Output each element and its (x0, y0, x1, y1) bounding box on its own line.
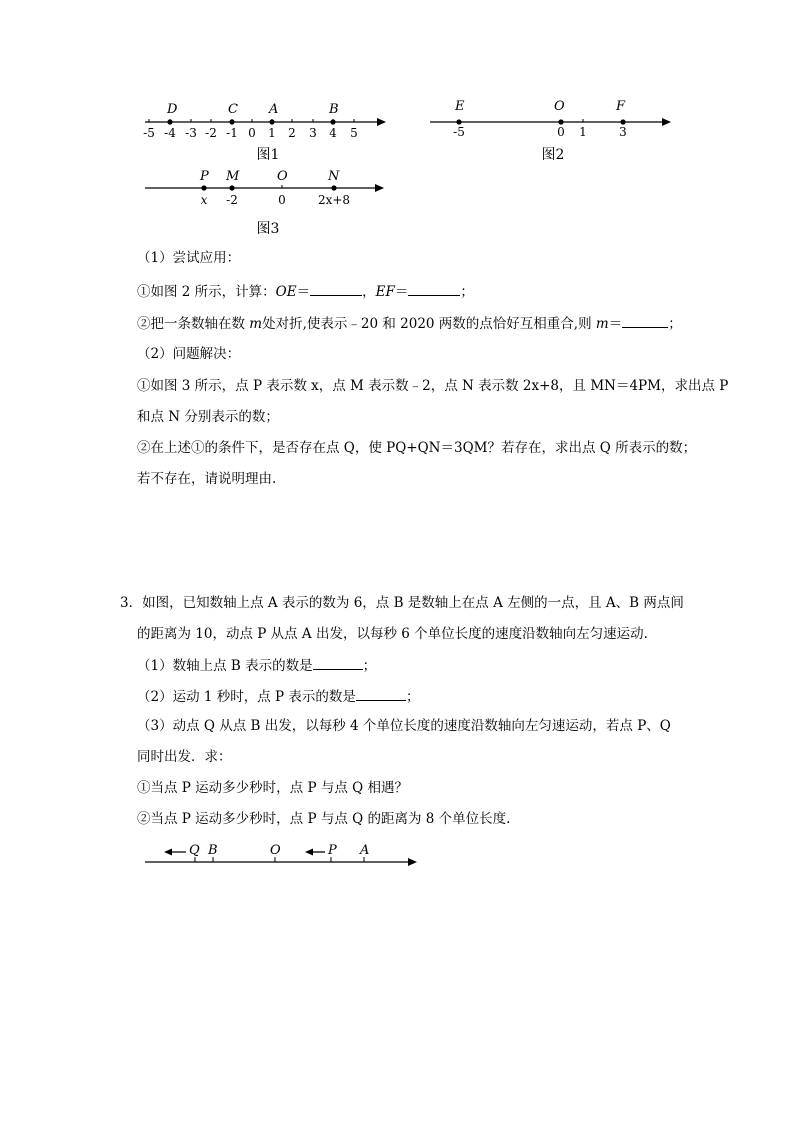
figure-caption: 图1 (256, 147, 280, 163)
part1-item1 (137, 281, 474, 302)
svg-text:-4: -4 (164, 126, 176, 140)
part1-item2 (137, 313, 682, 334)
svg-text:0: 0 (248, 126, 256, 140)
svg-text:1: 1 (579, 125, 587, 139)
svg-text:-2: -2 (205, 126, 217, 140)
tick-labels (201, 193, 350, 207)
answer-blank-ef[interactable] (408, 281, 460, 296)
svg-text:3: 3 (309, 126, 317, 140)
axis-arrow-icon (662, 118, 671, 126)
svg-text:x: x (200, 193, 208, 207)
svg-text:-3: -3 (185, 126, 197, 140)
left-arrow-icon (305, 849, 325, 856)
q3-number-line-figure (140, 835, 425, 880)
q3-sub3-line1: （3）动点 Q 从点 B 出发，以每秒 4 个单位长度的速度沿数轴向左匀速运动，若点 P、Q (137, 718, 671, 734)
left-arrow-icon (164, 849, 186, 856)
point-label-f: F (616, 99, 626, 114)
svg-text:2x+8: 2x+8 (317, 193, 351, 207)
semicolon: ； (668, 316, 682, 332)
svg-text:-5: -5 (143, 126, 155, 140)
svg-text:-2: -2 (226, 193, 238, 207)
point-label-c: C (228, 102, 238, 117)
m-variable: m (249, 316, 263, 332)
oe-label: OE (275, 284, 297, 300)
part1-item2-text-b: 处对折,使表示﹣20 和 2020 两数的点恰好互相重合,则 (262, 316, 596, 332)
part2-item2-line2: 若不存在，请说明理由. (137, 471, 277, 487)
svg-text:1: 1 (268, 126, 276, 140)
equals-sign: ＝ (394, 284, 409, 300)
q3-ask2: ②当点 P 运动多少秒时，点 P 与点 Q 的距离为 8 个单位长度. (137, 811, 511, 827)
svg-text:-1: -1 (226, 126, 238, 140)
q3-sub3-line2: 同时出发．求： (137, 749, 232, 765)
q3-sub2 (137, 686, 419, 707)
point-label-n: N (328, 169, 340, 184)
svg-text:2: 2 (288, 126, 296, 140)
svg-text:5: 5 (350, 126, 358, 140)
point-label-o: O (270, 843, 281, 858)
part1-title: （1）尝试应用： (137, 250, 241, 266)
point-label-o: O (277, 169, 288, 184)
point-label-d: D (167, 102, 178, 117)
q3-line2: 的距离为 10，动点 P 从点 A 出发，以每秒 6 个单位长度的速度沿数轴向左匀速运动. (137, 626, 648, 642)
tick-labels (143, 126, 358, 140)
svg-text:0: 0 (557, 125, 565, 139)
part1-item1-text: ①如图 2 所示，计算： (137, 284, 276, 300)
figure-3-number-line (140, 165, 395, 240)
point-label-e: E (455, 99, 465, 114)
point-label-a: A (360, 843, 370, 858)
point-label-q: Q (189, 843, 200, 858)
equals-sign: ＝ (608, 316, 623, 332)
semicolon: ； (405, 689, 420, 705)
q3-sub2-text: （2）运动 1 秒时，点 P 表示的数是 (137, 689, 356, 705)
part2-title: （2）问题解决： (137, 346, 241, 362)
equals-sign: ＝ (296, 284, 311, 300)
svg-text:-5: -5 (453, 125, 465, 139)
q3-line1: 3．如图，已知数轴上点 A 表示的数为 6，点 B 是数轴上在点 A 左侧的一点，且 A、B 两点间 (120, 595, 684, 611)
m-variable: m (595, 316, 609, 332)
tick-labels (453, 125, 627, 139)
figure-1-number-line (140, 95, 390, 170)
answer-blank-oe[interactable] (310, 281, 362, 296)
point-label-p: P (200, 169, 209, 184)
part2-item1-line2: 和点 N 分别表示的数； (137, 409, 279, 425)
semicolon: ； (460, 284, 474, 300)
q3-sub1-text: （1）数轴上点 B 表示的数是 (137, 658, 313, 674)
ef-label: EF (375, 284, 395, 300)
answer-blank-p[interactable] (356, 686, 406, 701)
figure-caption: 图2 (541, 147, 565, 163)
figure-2-number-line (425, 95, 680, 170)
axis-arrow-icon (408, 858, 417, 866)
point-label-b: B (329, 102, 339, 117)
part1-item2-text: ②把一条数轴在数 (137, 316, 250, 332)
axis-arrow-icon (377, 118, 386, 126)
separator: ， (362, 284, 376, 300)
point-label-o: O (554, 99, 565, 114)
point-label-m: M (226, 169, 240, 184)
point-label-b: B (208, 843, 218, 858)
figure-caption: 图3 (256, 221, 280, 237)
part2-item2-line1: ②在上述①的条件下，是否存在点 Q，使 PQ+QN＝3QM？若存在，求出点 Q 所表示的数； (137, 440, 697, 456)
q3-ask1: ①当点 P 运动多少秒时，点 P 与点 Q 相遇？ (137, 780, 408, 796)
svg-text:4: 4 (329, 126, 337, 140)
svg-text:0: 0 (278, 193, 286, 207)
point-label-a: A (269, 102, 279, 117)
svg-text:3: 3 (619, 125, 627, 139)
part2-item1-line1: ①如图 3 所示，点 P 表示数 x，点 M 表示数﹣2，点 N 表示数 2x+8，且 MN＝4PM，求出点 P (137, 378, 729, 394)
answer-blank-m[interactable] (622, 313, 668, 328)
semicolon: ； (362, 658, 377, 674)
q3-sub1 (137, 655, 376, 676)
point-label-p: P (328, 843, 337, 858)
answer-blank-b[interactable] (313, 655, 363, 670)
axis-arrow-icon (375, 184, 384, 192)
